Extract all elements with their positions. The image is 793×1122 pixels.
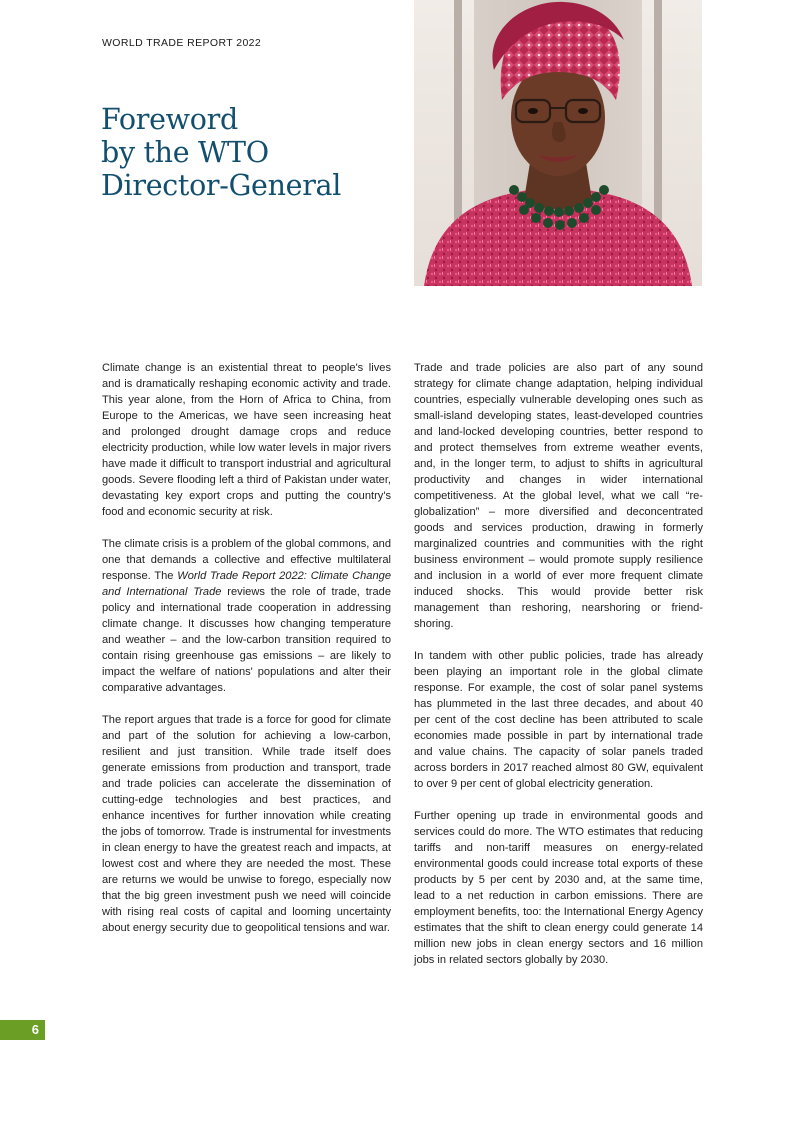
title-line-1: Foreword <box>101 103 238 136</box>
report-title-italic: World Trade Report 2022: Climate Change and International Trade <box>102 570 391 598</box>
left-paragraph-2 <box>102 536 391 696</box>
p2-text-end: reviews the role of trade, trade policy and international trade cooperation in addressing climate change. It discusses how changing temperature and weather – and the low-carbon transition required to contain rising greenhouse gas emissions – are likely to impact the welfare of nations' populations and alter their comparative advantages. <box>102 586 391 694</box>
right-paragraph-2: In tandem with other public policies, trade has already been playing an important role in the global climate response. For example, the cost of solar panel systems has plummeted in the last three decades, and about 40 per cent of the cost decline has been attributed to scale economies made possible in part by international trade and value chains. The capacity of solar panels traded across borders in 2017 reached almost 80 GW, equivalent to over 9 per cent of global electricity generation. <box>414 650 703 790</box>
running-header: WORLD TRADE REPORT 2022 <box>102 37 262 49</box>
p2-text-start: The climate crisis is a problem of the global commons, and one that demands a collective and effective multilateral response. The <box>102 538 391 582</box>
portrait-photo <box>414 0 702 286</box>
title-line-2: by the WTO <box>101 136 269 169</box>
left-text-column <box>102 360 391 952</box>
title-line-3: Director-General <box>101 169 342 202</box>
right-paragraph-1: Trade and trade policies are also part of any sound strategy for climate change adaptation, helping individual countries, especially vulnerable developing ones such as small-island developing states, least-developed countries and land-locked developing countries, better respond to and protect themselves from extreme weather events, and, in the longer term, to adjust to shifts in agricultural productivity and changes in wider international competitiveness. At the global level, what we call “re-globalization” – more diversified and deconcentrated goods and services production, drawing in formerly marginalized countries and communities with the right business environment – would promote supply resilience and inclusion in a world of ever more frequent climate induced shocks. This would provide better risk management than reshoring, nearshoring or friend-shoring. <box>414 362 703 630</box>
right-paragraph-3: Further opening up trade in environmental goods and services could do more. The WTO estimates that reducing tariffs and non-tariff measures on energy-related environmental goods could increase total exports of these products by 5 per cent by 2030 and, at the same time, lead to a net reduction in carbon emissions. There are employment benefits, too: the International Energy Agency estimates that the shift to clean energy could generate 14 million new jobs in clean energy sectors and 16 million jobs in related sectors globally by 2030. <box>414 810 703 966</box>
right-text-column <box>414 360 703 984</box>
page-number: 6 <box>31 1022 39 1037</box>
left-paragraph-1: Climate change is an existential threat to people's lives and is dramatically reshaping economic activity and trade. This year alone, from the Horn of Africa to China, from Europe to the Americas, we have seen increasing heat and prolonged drought damage crops and reduce electricity production, while low water levels in major rivers have made it difficult to transport industrial and agricultural goods. Severe flooding left a third of Pakistan under water, devastating key export crops and putting the country's food and economic security at risk. <box>102 362 391 518</box>
portrait-illustration <box>414 0 702 286</box>
page-number-tab <box>0 1020 45 1040</box>
left-paragraph-3: The report argues that trade is a force for good for climate and part of the solution for achieving a low-carbon, resilient and just transition. While trade itself does generate emissions from production and transport, trade and trade policies can accelerate the dissemination of cutting-edge technologies and best practices, and enhance incentives for further innovation while creating the jobs of tomorrow. Trade is instrumental for investments in clean energy to have the greatest reach and impacts, at lowest cost and where they are needed the most. These are returns we would be unwise to forego, especially now that the big green investment push we need will coincide with rising real costs of capital and looming uncertainty about energy security due to geopolitical tensions and war. <box>102 714 391 934</box>
page-title <box>101 103 401 202</box>
